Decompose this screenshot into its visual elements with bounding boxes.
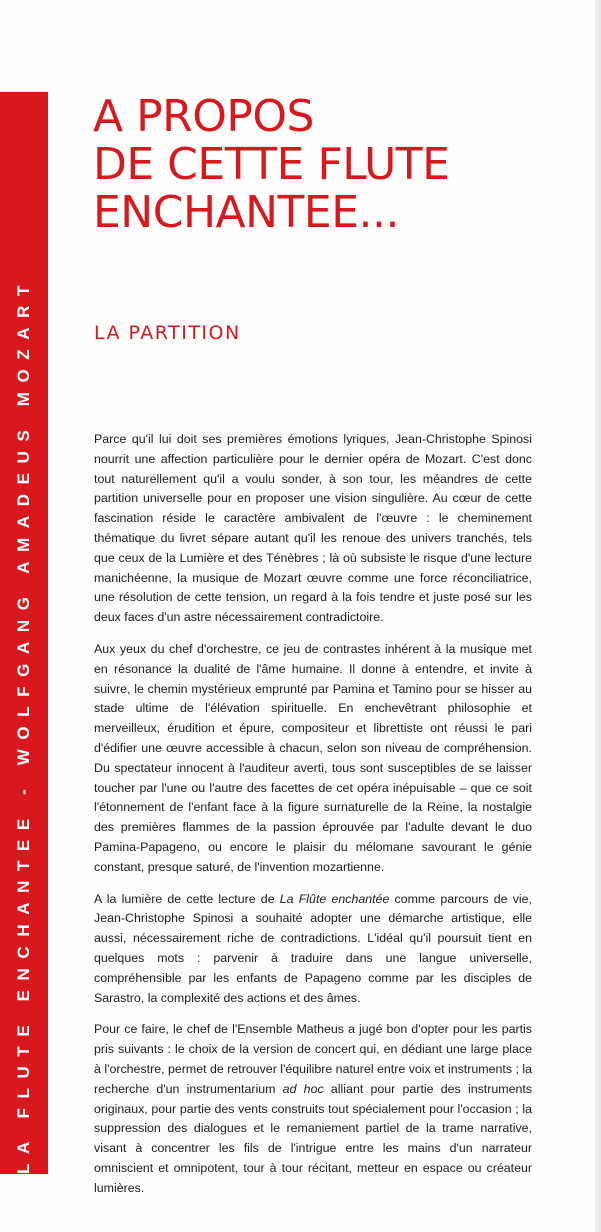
sidebar-title: LA FLUTE ENCHANTEE - WOLFGANG AMADEUS MOZART xyxy=(14,275,33,1175)
sidebar-band xyxy=(0,92,48,1174)
paragraph-3 xyxy=(94,890,532,1009)
paragraph-1: Parce qu'il lui doit ses premières émotions lyriques, Jean-Christophe Spinosi nourrit une affection particulière pour le dernier opéra de Mozart. C'est donc tout naturellement qu'il a voulu sonder, à son tour, les méandres de cette partition universelle pour en proposer une vision singulière. Au cœur de cette fascination réside le caractère ambivalent de l'œuvre : le cheminement thématique du livret sépare autant qu'il les renoue des univers tranchés, tels que ceux de la Lumière et des Ténèbres ; là où subsiste le risque d'une lecture manichéenne, la musique de Mozart œuvre comme une force réconciliatrice, une résolution de cette tension, un regard à la fois tendre et juste posé sur les deux faces d'un astre nécessairement contradictoire. xyxy=(94,432,532,625)
p3-text-end: comme parcours de vie, Jean-Christophe Spinosi a souhaité adopter une démarche artistique, elle aussi, nécessairement riche de contradictions. L'idéal qu'il poursuit tient en quelques mots : parvenir à traduire dans une langue universelle, compréhensible par les enfants de Papageno comme par les disciples de Sarastro, la complexité des actions et des âmes. xyxy=(94,891,532,1005)
article-body xyxy=(94,430,532,1210)
paragraph-2: Aux yeux du chef d'orchestre, ce jeu de contrastes inhérent à la musique met en résonance la dualité de l'âme humaine. Il donne à entendre, et invite à suivre, le chemin mystérieux emprunté par Pamina et Tamino pour se hisser au stade ultime de l'élévation spirituelle. En enchevêtrant philosophie et merveilleux, érudition et épure, compositeur et librettiste ont réussi le pari d'édifier une œuvre accessible à chacun, selon son niveau de compréhension. Du spectateur innocent à l'auditeur averti, tous sont susceptibles de se laisser toucher par l'une ou l'autre des facettes de cet opéra inépuisable – que ce soit l'étonnement de l'enfant face à la figure surnaturelle de la Reine, la nostalgie des premières flammes de la passion éprouvée par l'adulte devant le duo Pamina-Papageno, ou encore le plaisir du mélomane savourant le génie constant, presque saturé, de l'invention mozartienne. xyxy=(94,641,532,874)
title-line-2: DE CETTE FLUTE xyxy=(93,139,450,190)
p4-text-start: Pour ce faire, le chef de l'Ensemble Matheus a jugé bon d'opter pour les partis pris suivants : le choix de la version de concert qui, en dédiant une large place à l'orchestre, permet de retrouver l'équilibre naturel entre voix et instruments ; la recherche d'un instrumentarium xyxy=(94,1022,532,1096)
title-line-3: ENCHANTEE... xyxy=(93,187,399,238)
title-line-1: A PROPOS xyxy=(93,91,314,142)
p4-text-end: alliant pour partie des instruments originaux, pour partie des vents construits tout spécialement pour l'occasion ; la suppression des dialogues et le remaniement partiel de la trame narrative, visant à concentrer les fils de l'intrigue entre les mains d'un narrateur omniscient et omnipotent, tour à tour récitant, metteur en espace ou créateur lumières. xyxy=(94,1081,533,1195)
section-heading: LA PARTITION xyxy=(94,322,241,344)
opera-title: La Flûte enchantée xyxy=(279,891,390,906)
page-title xyxy=(93,93,553,237)
paragraph-4 xyxy=(94,1020,532,1198)
p3-text-start: A la lumière de cette lecture de xyxy=(94,891,280,906)
page-edge-shadow xyxy=(595,0,601,1232)
latin-term: ad hoc xyxy=(282,1081,324,1096)
